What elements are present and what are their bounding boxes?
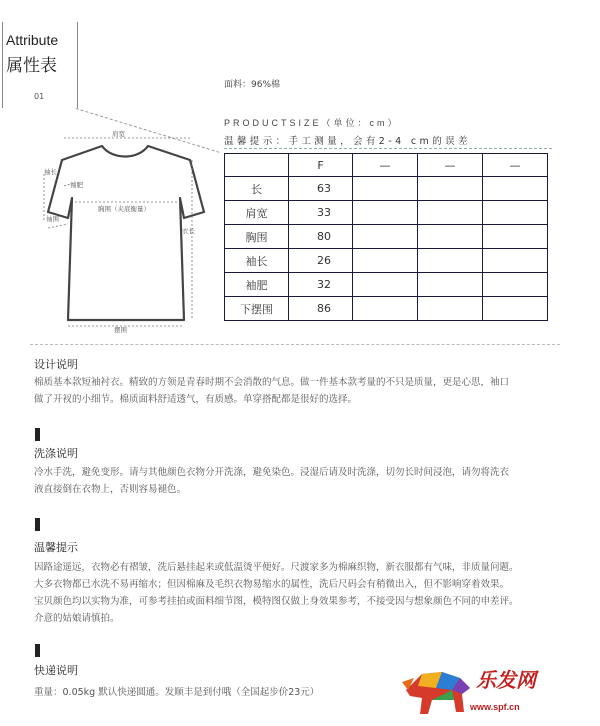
table-cell [353,249,418,273]
wash-line: 液直接倒在衣物上，否则容易褪色。 [34,484,187,495]
table-cell [483,177,548,201]
table-row [225,201,548,225]
table-cell [418,249,483,273]
table-cell [353,177,418,201]
tips-line: 宝贝颜色均以实物为准，可参考挂拍或面料细节图，模特图仅做上身效果参考，不接受因与想象颜色不同的申差评。 [34,596,519,607]
table-header-row [225,154,548,177]
label-cuff: 袖围 [46,215,59,223]
table-cell [353,297,418,321]
wash-title: 洗涤说明 [34,447,78,460]
shipping-title: 快递说明 [34,664,78,677]
row-value: 63 [289,177,353,201]
label-chest: 胸围（夹底衡量） [98,205,150,213]
tips-marker [35,518,40,531]
bull-logo-icon [402,660,474,720]
design-text [34,374,574,408]
table-cell [418,177,483,201]
tips-line: 大多衣物都已水洗不易再缩水；但因棉麻及毛织衣物易缩水的属性，洗后尺码会有稍微出入，但不影响穿着效果。 [34,579,510,590]
attribute-title-en: Attribute [6,32,59,48]
row-label: 袖肥 [225,273,289,297]
table-cell [483,297,548,321]
table-cell [418,273,483,297]
section-divider [30,344,560,345]
row-label: 长 [225,177,289,201]
watermark-url: www.spf.cn [470,702,520,712]
label-sleeve-length: 袖长 [44,168,57,176]
row-label: 袖长 [225,249,289,273]
table-row [225,177,548,201]
design-line: 棉质基本款短袖衬衣。精致的方领是青春时期不会消散的气息。做一件基本款考量的不只是质量，更是心思，袖口 [34,377,510,388]
row-label: 肩宽 [225,201,289,225]
shirt-outline [48,146,204,320]
tips-text [34,559,574,627]
tips-line: 因路途遥远，衣物必有褶皱，洗后悬挂起来或低温烫平便好。尺渡家多为棉麻织物，新衣服都有气味，非质量问题。 [34,562,519,573]
label-length: 衣长 [182,227,195,235]
size-table [224,153,548,321]
shipping-line: 重量：0.05kg 默认快递圆通。发顺丰是到付哦（全国起步价23元） [34,687,320,698]
table-header-cell: — [418,154,483,177]
table-cell [483,225,548,249]
header-separator [224,148,552,149]
attribute-number: 01 [34,92,45,101]
table-header-cell: — [353,154,418,177]
table-row [225,297,548,321]
label-sleeve-width: 袖肥 [70,181,83,189]
table-cell [353,225,418,249]
shipping-marker [35,644,40,657]
label-shoulder: 肩宽 [112,130,125,138]
design-title: 设计说明 [34,358,78,371]
table-cell [483,201,548,225]
attribute-title-zh: 属性表 [6,56,57,76]
wash-text [34,464,574,498]
tips-title: 温馨提示 [34,541,78,554]
row-label: 下摆围 [225,297,289,321]
table-cell [353,201,418,225]
table-header-cell [225,154,289,177]
table-cell [483,249,548,273]
wash-marker [35,428,40,441]
row-value: 86 [289,297,353,321]
row-value: 80 [289,225,353,249]
fabric-info: 面料：96%棉 [224,80,281,90]
product-size-title: PRODUCTSIZE（单位：cm） [224,118,400,128]
watermark-brand: 乐发网 [476,668,536,692]
table-cell [483,273,548,297]
wash-line: 冷水手洗，避免变形。请与其他颜色衣物分开洗涤，避免染色。浸湿后请及时洗涤，切勿长时间浸泡，请勿将洗衣 [34,467,510,478]
table-row [225,249,548,273]
row-label: 胸围 [225,225,289,249]
table-header-cell: F [289,154,353,177]
row-value: 32 [289,273,353,297]
row-value: 33 [289,201,353,225]
label-hem: 摆围 [114,326,127,334]
table-cell [418,297,483,321]
design-line: 做了开衩的小细节。棉质面料舒适透气，有质感。单穿搭配都是很好的选择。 [34,394,358,405]
table-header-cell: — [483,154,548,177]
table-cell [418,201,483,225]
table-cell [353,273,418,297]
table-cell [418,225,483,249]
tips-line: 介意的姑娘请慎拍。 [34,613,120,624]
table-row [225,273,548,297]
row-value: 26 [289,249,353,273]
table-row [225,225,548,249]
product-size-note: 温馨提示：手工测量，会有2-4 cm的误差 [224,136,471,147]
